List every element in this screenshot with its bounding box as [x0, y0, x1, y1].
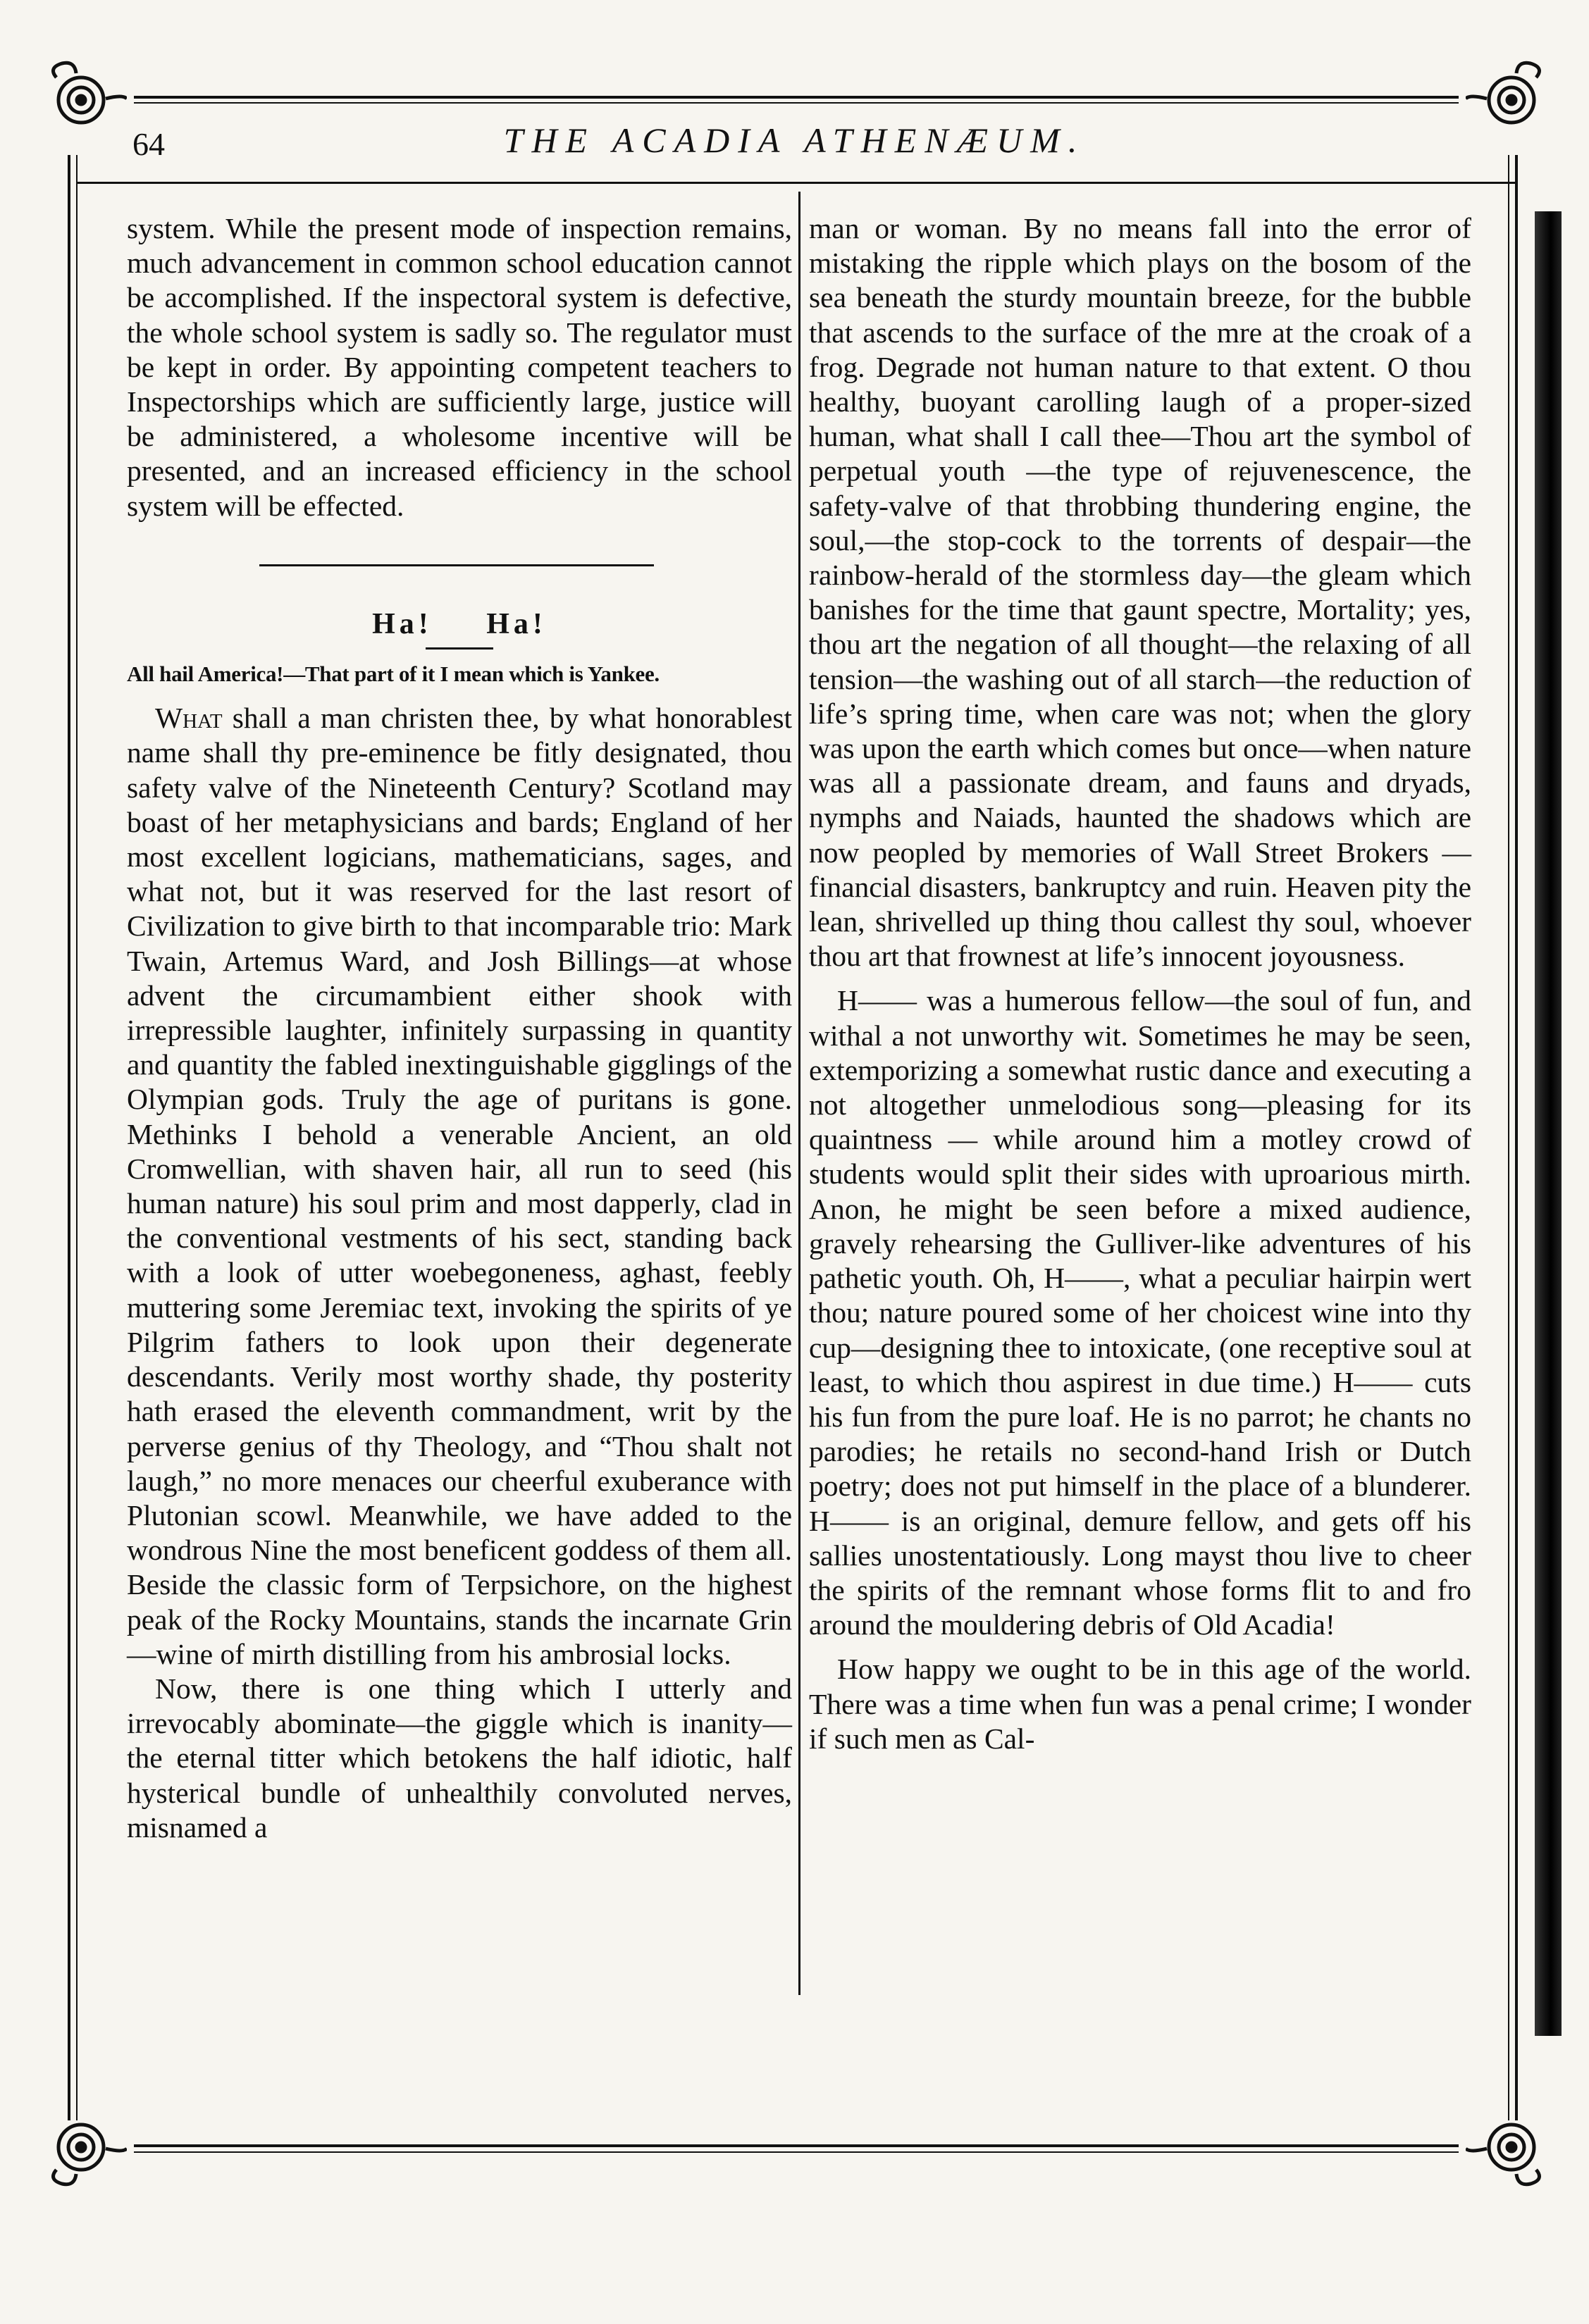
paragraph: H—— was a humerous fellow—the soul of fun, and withal a not unworthy wit. Sometimes he may be seen, extemporizing a somewhat rustic dance and executing a not altogether unmelodious song—pleasing for its quaintness — while around him a motley crowd of students would split their sides with uproarious mirth. Anon, he might be seen before a mixed audience, gravely rehearsing the Gulliver-like adventures of his pathetic youth. Oh, H——, what a peculiar hairpin wert thou; nature poured some of her choicest wine into thy cup—designing thee to intoxicate, (one receptive soul at least, to which thou aspirest in due time.) H—— cuts his fun from the pure loaf. He is no parrot; he chants no parodies; he retails no second-hand Irish or Dutch poetry; does not put himself in the place of a blunderer. H—— is an original, demure fellow, and gets off his sallies unostentatiously. Long mayst thou live to cheer the spirits of the remnant whose forms flit to and fro around the mouldering debris of Old Acadia! — [809, 984, 1471, 1641]
paragraph-gap — [809, 1642, 1471, 1652]
epigraph: All hail America!—That part of it I mean which is Yankee. — [127, 661, 660, 687]
top-rule-outer — [134, 96, 1459, 99]
corner-ornament-bottom-left — [42, 2106, 127, 2191]
paragraph — [127, 701, 792, 1672]
paragraph-gap — [809, 974, 1471, 983]
article-separator — [259, 564, 654, 566]
right-column — [809, 211, 1471, 1756]
running-head: THE ACADIA ATHENÆUM. — [503, 120, 1086, 160]
left-border-inner — [76, 155, 78, 2120]
header-underline — [78, 182, 1515, 184]
left-column — [127, 211, 792, 1845]
right-border-inner — [1508, 155, 1509, 2120]
continued-paragraph: system. While the present mode of inspection remains, much advancement in common school education cannot be accomplished. If the inspectoral system is defective, the whole school system is sadly so. The regulator must be kept in order. By appointing competent teachers to Inspectorships which are sufficiently large, justice will be administered, a wholesome incentive will be presented, and an increased efficiency in the school system will be effected. — [127, 212, 792, 522]
corner-ornament-bottom-right — [1466, 2106, 1550, 2191]
article-title: Ha! Ha! — [372, 607, 547, 640]
column-divider — [798, 192, 800, 1995]
paragraph: How happy we ought to be in this age of the world. There was a time when fun was a penal crime; I wonder if such men as Cal- — [809, 1653, 1471, 1755]
top-rule-inner — [134, 102, 1459, 104]
paragraph: man or woman. By no means fall into the error of mistaking the ripple which plays on the bosom of the sea beneath the sturdy mountain breeze, for the bubble that ascends to the surface of the mre at the croak of a frog. Degrade not human nature to that extent. O thou healthy, buoyant carolling laugh of a proper-sized human, what shall I call thee—Thou art the symbol of perpetual youth —the type of rejuvenescence, the safety-valve of that throbbing thundering engine, the soul,—the stop-cock to the torrents of despair—the rainbow-herald of the stormless day—the gleam which banishes for the time that gaunt spectre, Mortality; yes, thou art the negation of all thought—the relaxing of all tension—the washing out of all starch—the reduction of life’s spring time, when care was not; when the glory was upon the earth which comes but once—when nature was all a passionate dream, and fauns and dryads, nymphs and Naiads, haunted the shadows which are now peopled by memories of Wall Street Brokers — financial disasters, bankruptcy and ruin. Heaven pity the lean, shrivelled up thing thou callest thy soul, whoever thou art that frownest at life’s innocent joyousness. — [809, 212, 1471, 973]
bottom-rule-inner — [134, 2151, 1459, 2153]
bottom-rule-outer — [134, 2144, 1459, 2147]
binding-shadow — [1535, 211, 1562, 2036]
right-border-outer — [1515, 155, 1518, 2120]
left-border-outer — [68, 155, 70, 2120]
paragraph-text: shall a man christen thee, by what honorablest name shall thy pre-eminence be fitly designated, thou safety valve of the Nineteenth Century? Scotland may boast of her metaphysicians and bards; England of her most excellent logicians, mathematicians, sages, and what not, but it was reserved for the last resort of Civilization to give birth to that incomparable trio: Mark Twain, Artemus Ward, and Josh Billings—at whose advent the circumambient either shook with irrepressible laughter, infinitely surpassing in quantity and quantity the fabled inextinguishable gigglings of the Olympian gods. Truly the age of puritans is gone. Methinks I behold a venerable Ancient, an old Cromwellian, with shaven hair, all run to seed (his human nature) his soul prim and most dapperly, clad in the conventional vestments of his sect, standing back with a look of utter woebegoneness, aghast, feebly muttering some Jeremiac text, invoking the spirits of ye Pilgrim fathers to look upon their degenerate descendants. Verily most worthy shade, thy posterity hath erased the eleventh commandment, writ by the perverse genius of thy Theology, and “Thou shalt not laugh,” no more menaces our cheerful exuberance with Plutonian scowl. Meanwhile, we have added to the wondrous Nine the most beneficent goddess of them all. Beside the classic form of Terpsichore, on the highest peak of the Rocky Mountains, stands the incarnate Grin—wine of mirth distilling from his ambrosial locks. — [127, 702, 793, 1670]
title-rule — [426, 647, 493, 650]
lead-words: What — [155, 702, 223, 735]
page-number: 64 — [132, 126, 165, 162]
paragraph: Now, there is one thing which I utterly and irrevocably abominate—the giggle which is inanity—the eternal titter which betokens the half idiotic, half hysterical bundle of unhealthily convoluted nerves, misnamed a — [127, 1672, 792, 1844]
